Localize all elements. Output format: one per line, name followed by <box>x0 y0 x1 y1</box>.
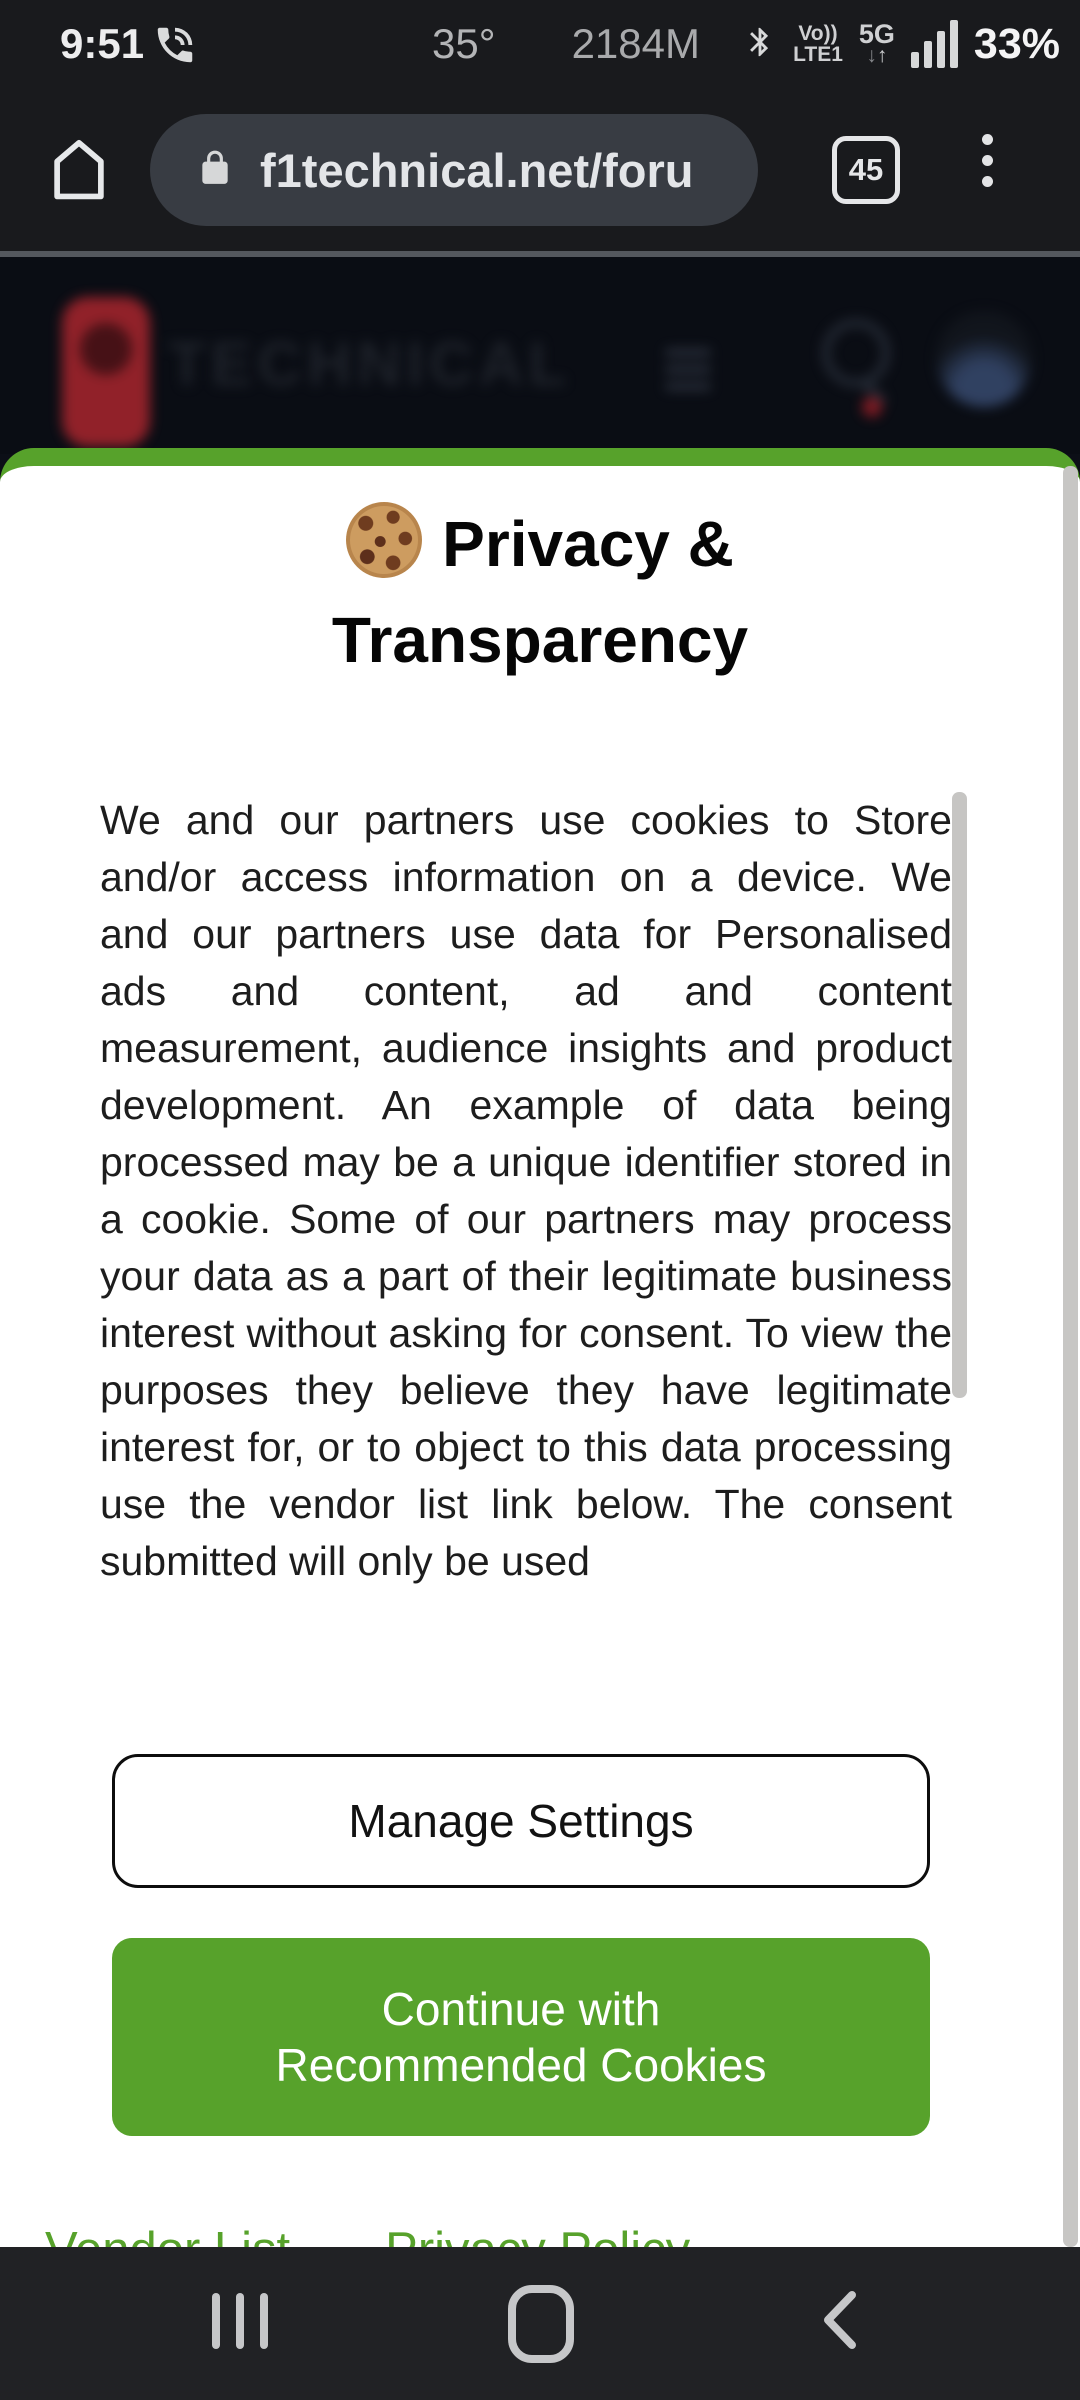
volte-top: Vo)) <box>798 22 838 45</box>
signal-icon <box>911 20 958 68</box>
home-button[interactable] <box>44 128 114 208</box>
network-type-indicator <box>858 19 895 67</box>
temperature: 35° <box>432 20 496 67</box>
clock: 9:51 <box>60 20 145 67</box>
android-nav-bar <box>0 2247 1080 2400</box>
battery-percent: 33% <box>973 19 1060 68</box>
manage-settings-button[interactable]: Manage Settings <box>112 1754 930 1888</box>
hamburger-icon <box>665 349 711 400</box>
page-scrollbar[interactable] <box>1063 466 1078 2247</box>
cookie-consent-modal <box>0 448 1080 2247</box>
volte-bottom: LTE1 <box>793 43 843 66</box>
lock-icon <box>196 149 234 192</box>
url-bar[interactable] <box>150 114 758 226</box>
home-nav-icon[interactable] <box>508 2285 574 2363</box>
webpage-background <box>0 251 1080 454</box>
cookie-icon <box>346 502 422 578</box>
brand-text: TECHNICAL <box>168 330 572 399</box>
back-icon[interactable] <box>818 2289 860 2356</box>
f1technical-logo <box>62 297 150 447</box>
continue-recommended-button[interactable]: Continue with Recommended Cookies <box>112 1938 930 2136</box>
search-icon <box>822 319 890 387</box>
phone-call-icon <box>152 22 198 73</box>
volte-indicator <box>793 23 843 65</box>
url-text: f1technical.net/foru <box>260 143 694 197</box>
recents-icon[interactable] <box>212 2293 268 2349</box>
data-usage: 2184M <box>571 20 700 67</box>
tab-count: 45 <box>848 152 884 187</box>
network-type: 5G <box>858 19 895 49</box>
tab-switcher-button[interactable] <box>832 136 900 204</box>
text-scrollbar[interactable] <box>952 792 967 1398</box>
browser-toolbar <box>0 88 1080 251</box>
status-bar <box>0 0 1080 88</box>
kebab-menu-icon[interactable] <box>982 134 993 187</box>
notification-dot <box>862 397 882 417</box>
modal-title: Privacy & Transparency <box>0 496 1080 688</box>
status-icons <box>743 0 1060 88</box>
bluetooth-icon <box>743 19 777 70</box>
site-header <box>0 257 1080 454</box>
consent-body-text[interactable]: We and our partners use cookies to Store and/or access information on a device. We and our partners use data for Personalised ads and content, ad and content measurement, audience insights and product development. An example of data being processed may be a unique identifier stored in a cookie. Some of our partners may process your data as a part of their legitimate business interest without asking for consent. To view the purposes they believe they have legitimate interest for, or to object to this data processing use the vendor list link below. The consent submitted will only be used <box>100 797 952 1584</box>
avatar <box>936 311 1032 407</box>
data-arrows-icon: ↓↑ <box>866 44 888 67</box>
